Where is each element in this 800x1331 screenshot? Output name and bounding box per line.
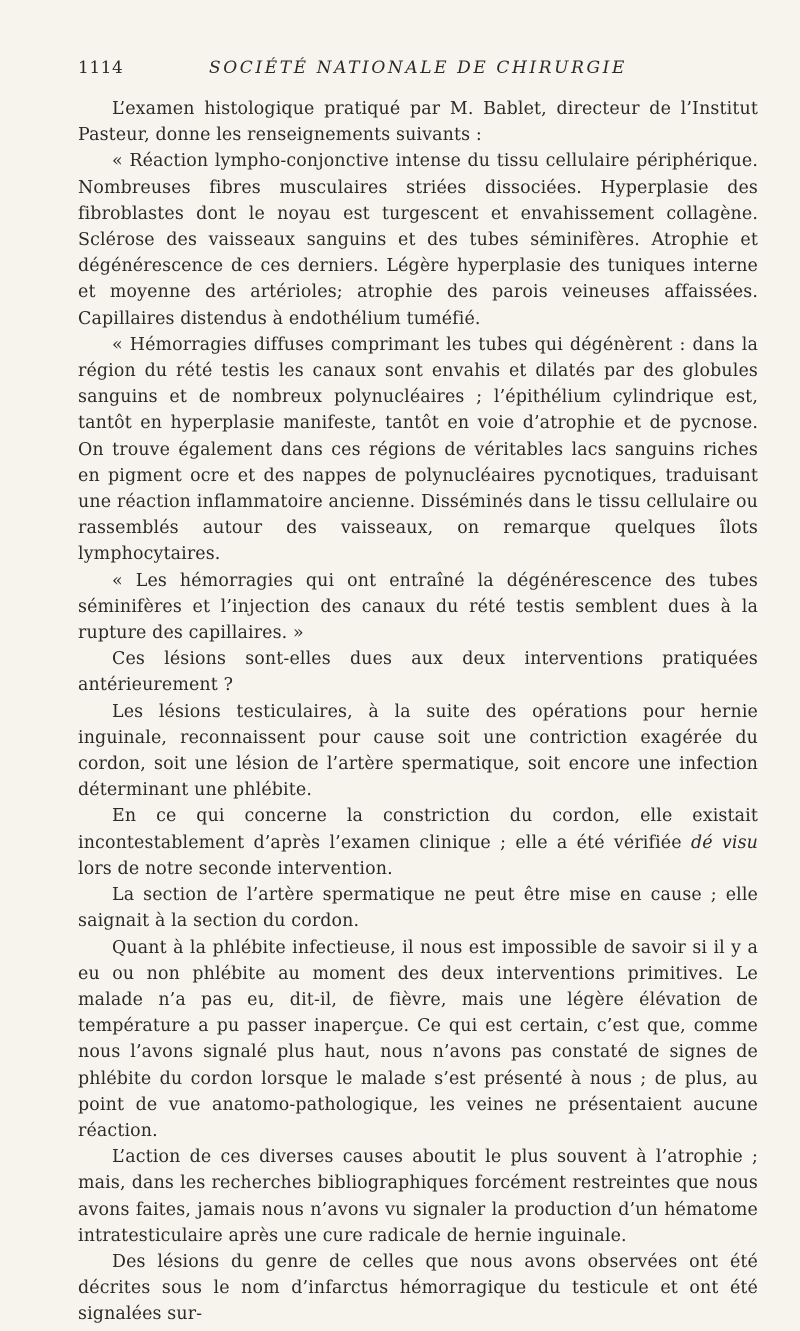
paragraph: « Les hémorragies qui ont entraîné la dégénérescence des tubes séminifères et l’injection des canaux du rété testis semblent dues à la rupture des capillaires. » (78, 570, 758, 644)
italic-latin-phrase: dé visu (690, 832, 759, 853)
paragraph: L’examen histologique pratiqué par M. Bablet, directeur de l’Institut Pasteur, donne les renseignements suivants : (78, 99, 758, 146)
running-head: SOCIÉTÉ NATIONALE DE CHIRURGIE (209, 58, 627, 78)
paragraph: La section de l’artère spermatique ne peut être mise en cause ; elle saignait à la section du cordon. (78, 885, 758, 932)
body-text (78, 96, 758, 1328)
paragraph: « Réaction lympho-conjonctive intense du tissu cellulaire périphérique. Nombreuses fibres musculaires striées dissociées. Hyperplasie des fibroblastes dont le noyau est turgescent et envahissement collagène. Sclérose des vaisseaux sanguins et des tubes séminifères. Atrophie et dégénérescence de ces derniers. Légère hyperplasie des tuniques interne et moyenne des artérioles; atrophie des parois veineuses affaissées. Capillaires distendus à endothélium tuméfié. (78, 151, 758, 329)
paragraph: Quant à la phlébite infectieuse, il nous est impossible de savoir si il y a eu ou non phlébite au moment des deux interventions primitives. Le malade n’a pas eu, dit-il, de fièvre, mais une légère élévation de température a pu passer inaperçue. Ce qui est certain, c’est que, comme nous l’avons signalé plus haut, nous n’avons pas constaté de signes de phlébite du cordon lorsque le malade s’est présenté à nous ; de plus, au point de vue anatomo-pathologique, les veines ne présentaient aucune réaction. (78, 937, 758, 1141)
page-header (78, 58, 758, 82)
paragraph-text: En ce qui concerne la constriction du cordon, elle existait incontestablement d’après l’examen clinique ; elle a été vérifiée (78, 806, 758, 853)
paragraph-text: lors de notre seconde intervention. (78, 858, 393, 879)
paragraph (78, 803, 758, 882)
paragraph: « Hémorragies diffuses comprimant les tubes qui dégénèrent : dans la région du rété testis les canaux sont envahis et dilatés par des globules sanguins et de nombreux polynucléaires ; l’épithélium cylindrique est, tantôt en hyperplasie manifeste, tantôt en voie d’atrophie et de pycnose. On trouve également dans ces régions de véritables lacs sanguins riches en pigment ocre et des nappes de polynucléaires pycnotiques, traduisant une réaction inflammatoire ancienne. Disséminés dans le tissu cellulaire ou rassemblés autour des vaisseaux, on remarque quelques îlots lymphocytaires. (78, 334, 758, 565)
paragraph: L’action de ces diverses causes aboutit le plus souvent à l’atrophie ; mais, dans les recherches bibliographiques forcément restreintes que nous avons faites, jamais nous n’avons vu signaler la production d’un hématome intratesticulaire après une cure radicale de hernie inguinale. (78, 1147, 758, 1246)
paragraph: Ces lésions sont-elles dues aux deux interventions pratiquées antérieurement ? (78, 649, 758, 696)
paragraph: Les lésions testiculaires, à la suite des opérations pour hernie inguinale, reconnaissent pour cause soit une contriction exagérée du cordon, soit une lésion de l’artère spermatique, soit encore une infection déterminant une phlébite. (78, 701, 758, 801)
page-number: 1114 (78, 58, 124, 78)
paragraph: Des lésions du genre de celles que nous avons observées ont été décrites sous le nom d’infarctus hémorragique du testicule et ont été signalées sur- (78, 1251, 758, 1325)
